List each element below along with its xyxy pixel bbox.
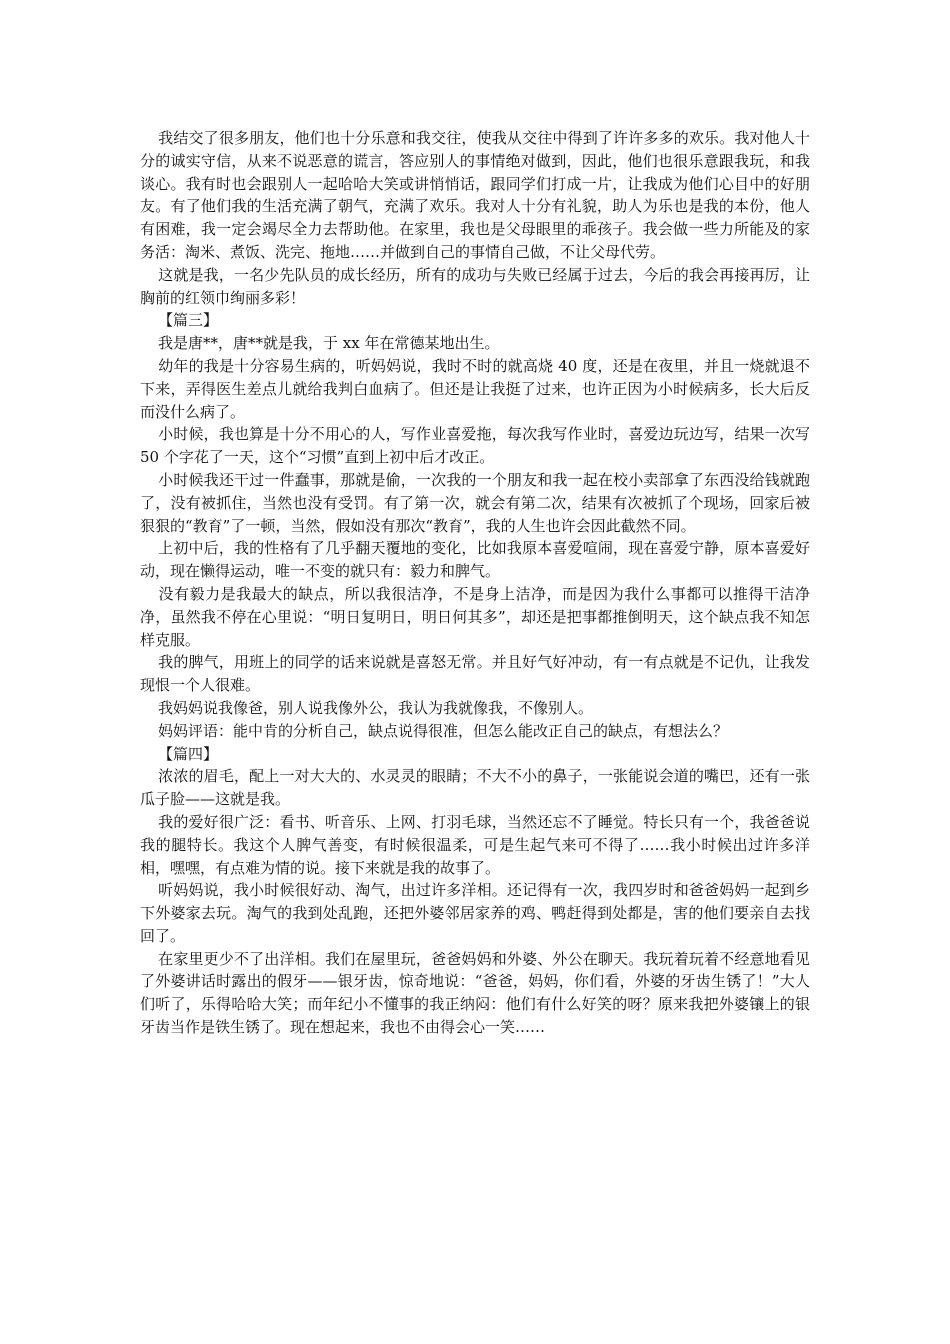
paragraph: [140, 811, 810, 879]
section-heading-text: 【篇四】: [158, 744, 219, 763]
paragraph-text: 我结交了很多朋友，他们也十分乐意和我交往，使我从交往中得到了许许多多的欢乐。我对他人十分的诚实守信，从来不说恶意的谎言，答应别人的事情绝对做到，因此，他们也很乐意跟我玩，和我谈心。我有时也会跟别人一起哈哈大笑或讲悄悄话，跟同学们打成一片，让我成为他们心目中的好朋友。有了他们我的生活充满了朝气，充满了欢乐。我对人十分有礼貌，助人为乐也是我的本份，他人有困难，我一定会竭尽全力去帮助他。在家里，我也是父母眼里的乖孩子。我会做一些力所能及的家务活：淘米、煮饭、洗完、拖地……并做到自己的事情自己做，不让父母代劳。: [140, 129, 810, 261]
paragraph: [140, 127, 810, 264]
paragraph-text: 小时候，我也算是十分不用心的人，写作业喜爱拖，每次我写作业时，喜爱边玩边写，结果一次写 50 个字花了一天，这个“习惯”直到上初中后才改正。: [140, 425, 810, 467]
paragraph-text: 我是唐**，唐**就是我，于 xx 年在常德某地出生。: [158, 334, 500, 353]
paragraph-text: 听妈妈说，我小时候很好动、淘气，出过许多洋相。还记得有一次，我四岁时和爸爸妈妈一起到乡下外婆家去玩。淘气的我到处乱跑，还把外婆邻居家养的鸡、鸭赶得到处都是，害的他们要亲自去找回了。: [140, 881, 810, 945]
paragraph: [140, 332, 810, 355]
paragraph: [140, 697, 810, 720]
section-heading: [140, 309, 810, 332]
paragraph: [140, 948, 810, 1039]
paragraph-text: 妈妈评语：能中肯的分析自己，缺点说得很准，但怎么能改正自己的缺点，有想法么？: [158, 721, 729, 740]
paragraph: [140, 423, 810, 469]
paragraph: [140, 765, 810, 811]
paragraph: [140, 537, 810, 583]
paragraph-text: 没有毅力是我最大的缺点，所以我很洁净，不是身上洁净，而是因为我什么事都可以推得干洁净净，虽然我不停在心里说：“明日复明日，明日何其多”，却还是把事都推倒明天，这个缺点我不知怎样克服。: [140, 584, 810, 649]
paragraph-text: 幼年的我是十分容易生病的，听妈妈说，我时不时的就高烧 40 度，还是在夜里，并且一烧就退不下来，弄得医生差点儿就给我判白血病了。但还是让我挺了过来，也许正因为小时候病多，长大后反而没什么病了。: [140, 356, 810, 421]
paragraph-text: 在家里更少不了出洋相。我们在屋里玩，爸爸妈妈和外婆、外公在聊天。我玩着玩着不经意地看见了外婆讲话时露出的假牙——银牙齿，惊奇地说：“爸爸，妈妈，你们看，外婆的牙齿生锈了！”大人们听了，乐得哈哈大笑；而年纪小不懂事的我正纳闷：他们有什么好笑的呀？原来我把外婆镶上的银牙齿当作是铁生锈了。现在想起来，我也不由得会心一笑……: [140, 949, 810, 1037]
paragraph-text: 我妈妈说我像爸，别人说我像外公，我认为我就像我，不像别人。: [158, 698, 594, 717]
paragraph-text: 上初中后，我的性格有了几乎翻天覆地的变化，比如我原本喜爱喧闹，现在喜爱宁静，原本喜爱好动，现在懒得运动，唯一不变的就只有：毅力和脾气。: [140, 539, 810, 581]
paragraph: [140, 720, 810, 743]
paragraph: [140, 879, 810, 947]
section-heading: [140, 743, 810, 766]
paragraph-text: 浓浓的眉毛，配上一对大大的、水灵灵的眼睛；不大不小的鼻子，一张能说会道的嘴巴，还有一张瓜子脸——这就是我。: [140, 767, 810, 809]
paragraph-text: 我的脾气，用班上的同学的话来说就是喜怒无常。并且好气好冲动，有一有点就是不记仇，让我发现恨一个人很难。: [140, 653, 810, 695]
section-heading-text: 【篇三】: [158, 311, 219, 330]
paragraph: [140, 264, 810, 310]
paragraph-text: 这就是我，一名少先队员的成长经历，所有的成功与失败已经属于过去，今后的我会再接再厉，让胸前的红领巾绚丽多彩！: [140, 265, 810, 307]
paragraph: [140, 651, 810, 697]
paragraph-text: 小时候我还干过一件蠢事，那就是偷，一次我的一个朋友和我一起在校小卖部拿了东西没给钱就跑了，没有被抓住，当然也没有受罚。有了第一次，就会有第二次，结果有次被抓了个现场，回家后被狠狠的“教育”了一顿，当然，假如没有那次“教育”，我的人生也许会因此截然不同。: [140, 470, 810, 535]
paragraph: [140, 583, 810, 651]
paragraph: [140, 469, 810, 537]
document-body: [140, 127, 810, 1039]
paragraph: [140, 355, 810, 423]
paragraph-text: 我的爱好很广泛：看书、听音乐、上网、打羽毛球，当然还忘不了睡觉。特长只有一个，我爸爸说我的腿特长。我这个人脾气善变，有时候很温柔，可是生起气来可不得了……我小时候出过许多洋相，嘿嘿，有点难为情的说。接下来就是我的故事了。: [140, 812, 810, 877]
